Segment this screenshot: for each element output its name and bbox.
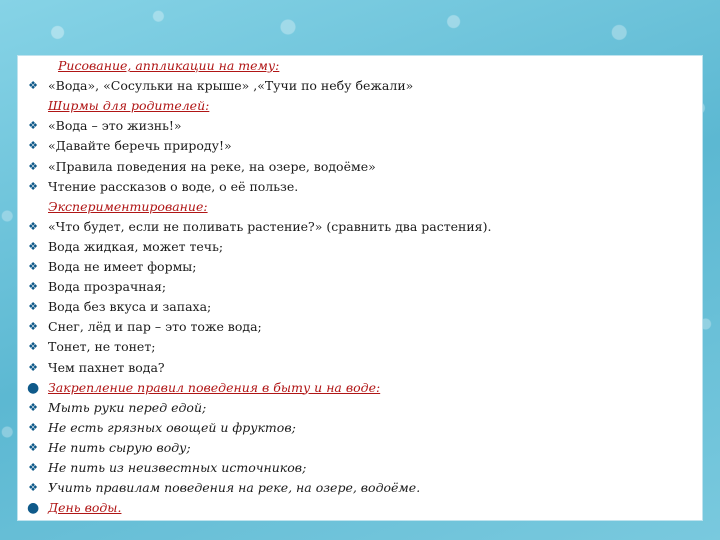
list-item — [18, 418, 698, 438]
diamond-bullet-icon: ❖ — [28, 179, 38, 193]
list-item-text: Рисование, аппликации на тему: — [58, 58, 280, 73]
diamond-bullet-icon: ❖ — [28, 260, 38, 273]
list-item-text: День воды. — [48, 500, 122, 516]
diamond-bullet-icon: ❖ — [28, 300, 38, 314]
list-item — [18, 337, 698, 357]
list-item — [18, 136, 698, 156]
list-item-text: Закрепление правил поведения в быту и на воде: — [48, 379, 381, 395]
diamond-bullet-icon: ❖ — [28, 340, 38, 354]
diamond-bullet-icon: ❖ — [28, 320, 38, 334]
dot-bullet-icon: ● — [27, 500, 40, 517]
list-item — [18, 358, 698, 378]
diamond-bullet-icon: ❖ — [28, 239, 38, 253]
list-item — [18, 177, 698, 197]
list-item-text: Вода прозрачная; — [48, 279, 167, 295]
list-item-text: Чтение рассказов о воде, о её пользе. — [48, 178, 299, 194]
dot-bullet-icon: ● — [27, 379, 40, 396]
list-item-text: «Правила поведения на реке, на озере, водоёме» — [48, 158, 376, 174]
list-item-text: Вода без вкуса и запаха; — [48, 299, 212, 315]
diamond-bullet-icon: ❖ — [28, 119, 38, 133]
diamond-bullet-icon: ❖ — [28, 79, 38, 93]
diamond-bullet-icon: ❖ — [28, 420, 38, 434]
list-item — [18, 217, 698, 237]
list-item — [18, 458, 698, 478]
list-item — [18, 237, 698, 257]
list-item-text: Экспериментирование: — [48, 198, 208, 214]
diamond-bullet-icon: ❖ — [28, 219, 38, 233]
list-item — [18, 277, 698, 297]
list-item — [18, 498, 698, 518]
list-item — [18, 76, 698, 96]
list-item-text: «Вода», «Сосульки на крыше» ,«Тучи по небу бежали» — [48, 78, 414, 94]
list-item-text: Чем пахнет вода? — [48, 359, 165, 375]
list-item-text: Не пить сырую воду; — [48, 439, 191, 455]
diamond-bullet-icon: ❖ — [28, 159, 38, 173]
list-item — [18, 398, 698, 418]
diamond-bullet-icon: ❖ — [28, 481, 38, 495]
list-item-text: Не есть грязных овощей и фруктов; — [48, 419, 296, 435]
list-item — [18, 56, 698, 76]
list-item — [18, 257, 698, 277]
list-item — [18, 116, 698, 136]
diamond-bullet-icon: ❖ — [28, 360, 38, 374]
list-item — [18, 438, 698, 458]
list-item-text: Снег, лёд и пар – это тоже вода; — [48, 319, 262, 335]
list-item-text: Тонет, не тонет; — [48, 339, 156, 355]
list-item — [18, 96, 698, 116]
list-item-text: Мыть руки перед едой; — [48, 399, 207, 415]
diamond-bullet-icon: ❖ — [28, 280, 38, 294]
slide-content-panel — [17, 55, 703, 521]
list-item — [18, 297, 698, 317]
list-item — [18, 317, 698, 337]
list-item-text: Вода не имеет формы; — [48, 259, 197, 274]
list-item-text: «Давайте беречь природу!» — [48, 138, 232, 154]
list-item-text: Ширмы для родителей: — [48, 98, 210, 114]
list-item-text: «Вода – это жизнь!» — [48, 118, 182, 134]
list-item-text: Не пить из неизвестных источников; — [48, 460, 307, 475]
diamond-bullet-icon: ❖ — [28, 461, 38, 474]
list-item — [18, 478, 698, 498]
diamond-bullet-icon: ❖ — [28, 440, 38, 454]
list-item — [18, 157, 698, 177]
diamond-bullet-icon: ❖ — [28, 139, 38, 153]
list-item — [18, 378, 698, 398]
list-item-text: Вода жидкая, может течь; — [48, 238, 224, 254]
list-item-text: «Что будет, если не поливать растение?» (сравнить два растения). — [48, 218, 492, 234]
diamond-bullet-icon: ❖ — [28, 400, 38, 414]
list-item — [18, 197, 698, 217]
list-item-text: Учить правилам поведения на реке, на озере, водоёме. — [48, 480, 421, 496]
